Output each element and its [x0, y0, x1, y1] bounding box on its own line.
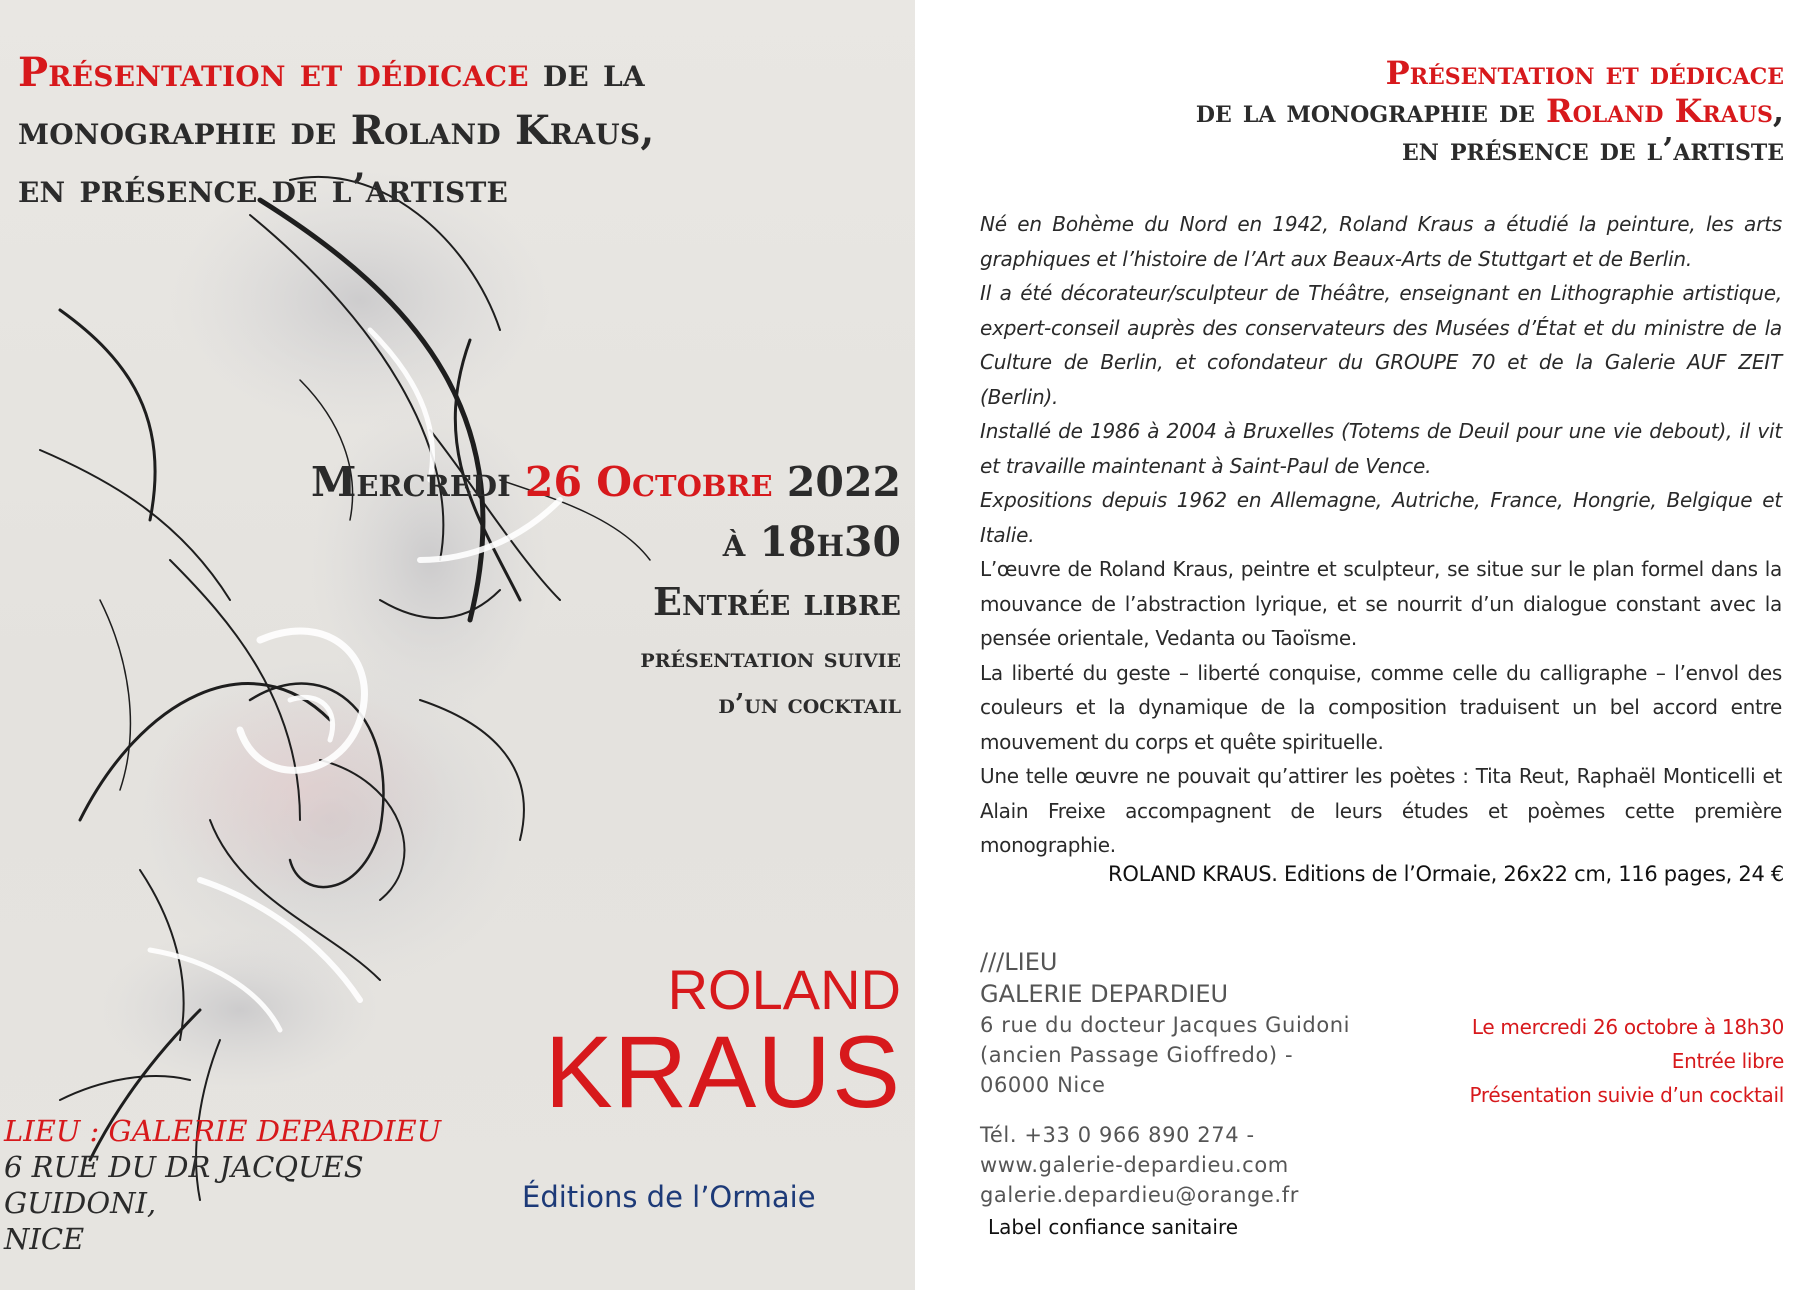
- email-link[interactable]: galerie.depardieu@orange.fr: [980, 1183, 1299, 1207]
- event-info: [1469, 1010, 1784, 1112]
- event-date-line: Le mercredi 26 octobre à 18h30: [1471, 1015, 1784, 1039]
- publisher-name: Éditions de l’Ormaie: [522, 1180, 816, 1214]
- oeuvre-paragraph: La liberté du geste – liberté conquise, comme celle du calligraphe – l’envol des couleurs et la dynamique de la composition traduisent un bel accord entre mouvement du corps et quête spirituelle.: [980, 660, 1782, 754]
- poster-venue: [4, 1113, 524, 1257]
- venue-heading: ///LIEU: [980, 948, 1058, 976]
- details-title-part: de la monographie de: [1195, 92, 1546, 130]
- details-panel: [915, 0, 1800, 1290]
- book-reference: ROLAND KRAUS. Editions de l’Ormaie, 26x22 cm, 116 pages, 24 €: [1108, 862, 1784, 886]
- venue-details: [980, 946, 1410, 1242]
- gallery-name: GALERIE DEPARDIEU: [980, 980, 1229, 1008]
- details-title-line: en présence de l’artiste: [1401, 130, 1784, 168]
- details-title: [964, 54, 1784, 168]
- followup-line: d’un cocktail: [718, 689, 901, 720]
- followup-line: présentation suivie: [640, 643, 901, 674]
- phone-number: Tél. +33 0 966 890 274 -: [980, 1123, 1255, 1147]
- bio-paragraph: Né en Bohème du Nord en 1942, Roland Kraus a étudié la peinture, les arts graphiques et l’histoire de l’Art aux Beaux-Arts de Stuttgart et de Berlin.: [980, 212, 1782, 271]
- entry-info: Entrée libre: [652, 579, 901, 624]
- artist-biography: [980, 207, 1782, 552]
- date-year: 2022: [772, 458, 901, 506]
- bio-paragraph: Expositions depuis 1962 en Allemagne, Autriche, France, Hongrie, Belgique et Italie.: [980, 488, 1782, 547]
- venue-line: LIEU : GALERIE DEPARDIEU: [4, 1114, 442, 1148]
- venue-line: NICE: [4, 1222, 85, 1256]
- poster-title-part: en présence de l’artiste: [18, 165, 509, 212]
- details-title-line: Présentation et dédicace: [1385, 54, 1784, 92]
- health-label: Label confiance sanitaire: [988, 1215, 1239, 1239]
- details-title-artist: Roland Kraus: [1545, 92, 1773, 130]
- oeuvre-paragraph: Une telle œuvre ne pouvait qu’attirer les poètes : Tita Reut, Raphaël Monticelli et Alain Freixe accompagnent de leurs études et poèmes cette première monographie.: [980, 764, 1782, 857]
- address-line: 06000 Nice: [980, 1073, 1106, 1097]
- artist-last-name: KRAUS: [544, 1015, 901, 1129]
- poster-title-highlight: Présentation et dédicace: [18, 49, 529, 96]
- bio-paragraph: Il a été décorateur/sculpteur de Théâtre, enseignant en Lithographie artistique, expert-conseil auprès des conservateurs des Musées d’État et du ministre de la Culture de Berlin, et cofondateur du GROUPE 70 et de la Galerie AUF ZEIT (Berlin).: [980, 281, 1782, 409]
- poster-title: [18, 44, 718, 218]
- bio-paragraph: Installé de 1986 à 2004 à Bruxelles (Totems de Deuil pour une vie debout), il vit et travaille maintenant à Saint-Paul de Vence.: [980, 419, 1782, 478]
- website-link[interactable]: www.galerie-depardieu.com: [980, 1153, 1289, 1177]
- event-entry-line: Entrée libre: [1671, 1049, 1784, 1073]
- poster-title-artist: Roland Kraus,: [350, 107, 655, 154]
- date-time: à 18h30: [722, 518, 901, 566]
- artist-first-name: ROLAND: [667, 958, 901, 1021]
- poster-event-date: [261, 452, 901, 728]
- date-weekday: Mercredi: [311, 458, 525, 506]
- oeuvre-description: [980, 552, 1782, 863]
- details-title-part: ,: [1772, 92, 1784, 130]
- event-cocktail-line: Présentation suivie d’un cocktail: [1469, 1083, 1784, 1107]
- address-line: (ancien Passage Gioffredo) -: [980, 1043, 1294, 1067]
- oeuvre-paragraph: L’œuvre de Roland Kraus, peintre et sculpteur, se situe sur le plan formel dans la mouvance de l’abstraction lyrique, et se nourrit d’un dialogue constant avec la pensée orientale, Vedanta ou Taoïsme.: [980, 557, 1782, 650]
- address-line: 6 rue du docteur Jacques Guidoni: [980, 1013, 1351, 1037]
- artist-name: [544, 958, 901, 1129]
- date-day-month: 26 Octobre: [524, 458, 773, 506]
- poster-title-part: monographie de: [18, 107, 351, 154]
- poster-title-part: de la: [528, 49, 645, 96]
- venue-line: 6 RUE DU DR JACQUES GUIDONI,: [4, 1150, 364, 1220]
